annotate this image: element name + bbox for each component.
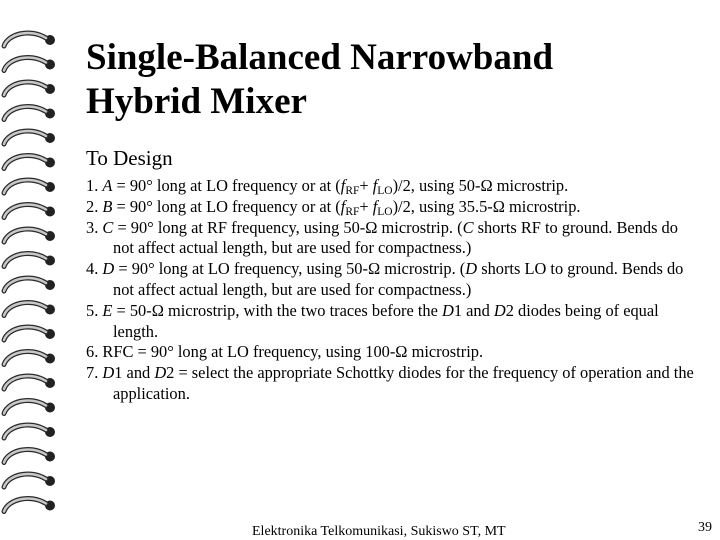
- binding-ring: [4, 204, 55, 217]
- title-line-1: Single-Balanced Narrowband: [86, 37, 554, 78]
- subheading: To Design: [86, 146, 173, 170]
- design-list: [86, 176, 696, 405]
- binding-ring: [4, 106, 55, 119]
- binding-ring: [4, 33, 55, 46]
- binding-ring: [4, 278, 55, 291]
- binding-ring: [4, 57, 55, 70]
- title-line-2: Hybrid Mixer: [86, 81, 307, 122]
- list-item: 4. D = 90° long at LO frequency, using 50-Ω microstrip. (D shorts LO to ground. Bends do not affect actual length, but are used for compactness.): [86, 259, 684, 299]
- binding-ring: [4, 449, 55, 462]
- list-item: 6. RFC = 90° long at LO frequency, using 100-Ω microstrip.: [86, 342, 484, 362]
- list-item: 2. B = 90° long at LO frequency or at $(f_{RF}+ f_{LO})/2$, using 35.5-Ω microstrip.: [86, 196, 581, 218]
- binding-ring: [4, 82, 55, 95]
- slide-title: [86, 36, 686, 124]
- binding-ring: [4, 302, 55, 315]
- binding-ring: [4, 180, 55, 193]
- list-item: 3. C = 90° long at RF frequency, using 50-Ω microstrip. (C shorts RF to ground. Bends do not affect actual length, but are used for compactness.): [86, 217, 678, 258]
- binding-ring: [4, 155, 55, 168]
- page-number: 39: [698, 520, 712, 535]
- binding-ring: [4, 425, 55, 438]
- binding-ring: [4, 229, 55, 242]
- binding-ring: [4, 253, 55, 266]
- footer-text: Elektronika Telkomunikasi, Sukiswo ST, MT: [252, 524, 506, 539]
- binding-ring: [4, 327, 55, 340]
- binding-ring: [4, 351, 55, 364]
- binding-ring: [4, 131, 55, 144]
- binding-ring: [4, 498, 55, 511]
- binding-ring: [4, 474, 55, 487]
- spiral-binding: [0, 20, 70, 520]
- list-item: 1. A = 90° long at LO frequency or at $(f_{RF}+ f_{LO})/2$, using 50-Ω microstrip.: [86, 176, 569, 197]
- list-item: 7. D1 and D2 = select the appropriate Schottky diodes for the frequency of operation and the application.: [86, 363, 694, 403]
- list-item: 5. E = 50-Ω microstrip, with the two traces before the D1 and D2 diodes being of equal length.: [86, 300, 659, 341]
- binding-ring: [4, 376, 55, 389]
- binding-ring: [4, 400, 55, 413]
